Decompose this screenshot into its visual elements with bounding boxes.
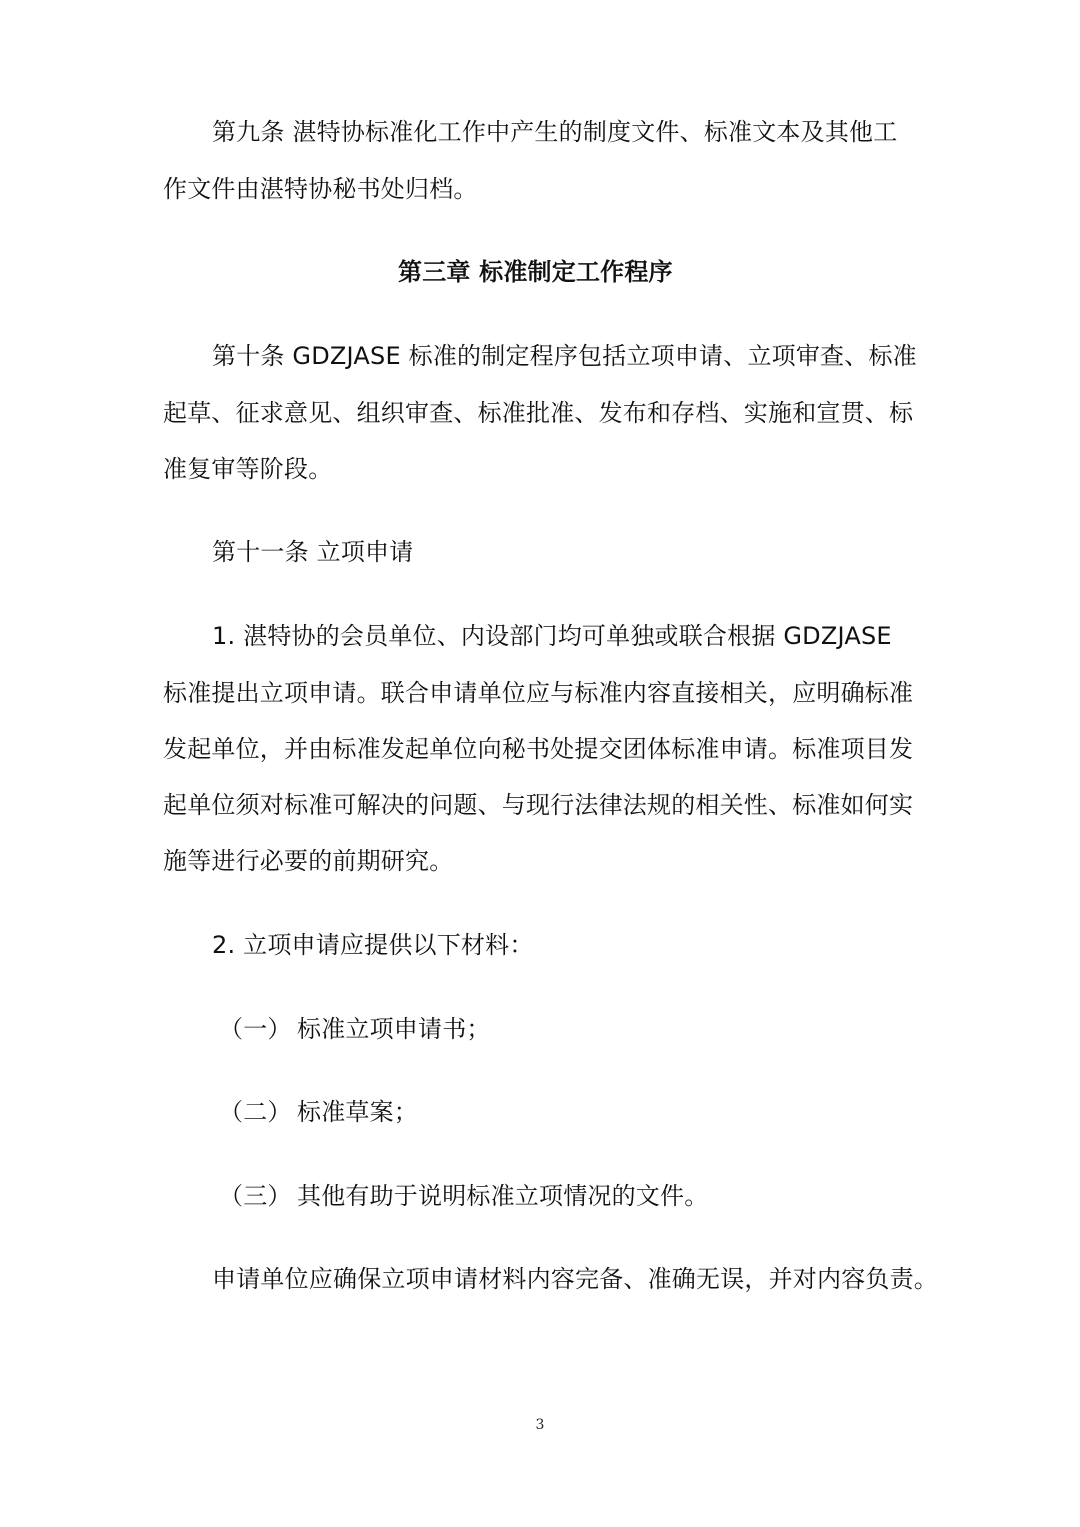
material-mark: （二） xyxy=(219,1098,292,1126)
article-9-text-2: 作文件由湛特协秘书处归档。 xyxy=(163,175,478,203)
material-text: 标准立项申请书； xyxy=(297,1015,491,1043)
item-1-text-5: 施等进行必要的前期研究。 xyxy=(163,847,454,875)
item-2-text: 2. 立项申请应提供以下材料： xyxy=(212,931,534,959)
article-10-text-1: 第十条 GDZJASE 标准的制定程序包括立项申请、立项审查、标准 xyxy=(212,342,917,370)
closing-text: 申请单位应确保立项申请材料内容完备、准确无误，并对内容负责。 xyxy=(212,1265,938,1293)
material-mark: （一） xyxy=(219,1015,292,1043)
item-1-text-1: 1. 湛特协的会员单位、内设部门均可单独或联合根据 GDZJASE xyxy=(212,622,892,650)
page-number: 3 xyxy=(535,1417,545,1433)
item-1-text-4: 起单位须对标准可解决的问题、与现行法律法规的相关性、标准如何实 xyxy=(163,791,914,819)
chapter-heading-text: 第三章 标准制定工作程序 xyxy=(398,258,673,286)
item-1-text-3: 发起单位，并由标准发起单位向秘书处提交团体标准申请。标准项目发 xyxy=(163,735,914,763)
article-10-text-2: 起草、征求意见、组织审查、标准批准、发布和存档、实施和宣贯、标 xyxy=(163,399,914,427)
material-text: 其他有助于说明标准立项情况的文件。 xyxy=(297,1182,709,1210)
article-10-text-3: 准复审等阶段。 xyxy=(163,455,333,483)
material-text: 标准草案； xyxy=(297,1098,418,1126)
article-9-text-1: 第九条 湛特协标准化工作中产生的制度文件、标准文本及其他工 xyxy=(212,118,898,146)
article-11-title-text: 第十一条 立项申请 xyxy=(212,538,414,566)
material-mark: （三） xyxy=(219,1182,292,1210)
item-1-text-2: 标准提出立项申请。联合申请单位应与标准内容直接相关，应明确标准 xyxy=(163,679,914,707)
